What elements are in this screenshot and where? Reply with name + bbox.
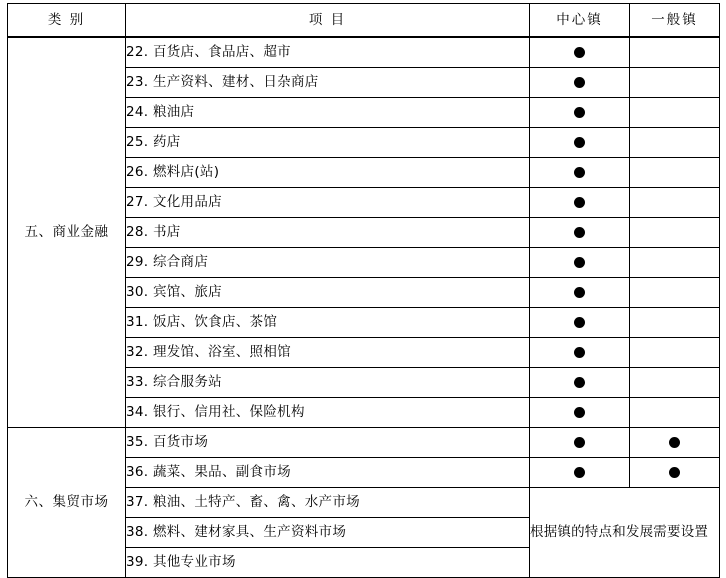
center-town-mark [530,188,630,218]
general-town-mark [630,98,720,128]
general-town-mark [630,308,720,338]
item-label: 28. 书店 [126,218,530,248]
item-label: 24. 粮油店 [126,98,530,128]
filled-dot-icon [669,437,680,448]
table-row [8,37,720,68]
table-header [8,4,720,38]
market-setup-note: 根据镇的特点和发展需要设置 [530,488,720,578]
filled-dot-icon [574,197,585,208]
general-town-mark [630,458,720,488]
item-label: 36. 蔬菜、果品、副食市场 [126,458,530,488]
item-label: 30. 宾馆、旅店 [126,278,530,308]
item-label: 27. 文化用品店 [126,188,530,218]
filled-dot-icon [574,437,585,448]
item-label: 37. 粮油、土特产、畜、禽、水产市场 [126,488,530,518]
item-label: 38. 燃料、建材家具、生产资料市场 [126,518,530,548]
filled-dot-icon [574,377,585,388]
item-label: 34. 银行、信用社、保险机构 [126,398,530,428]
facility-allocation-table [7,3,720,578]
item-label: 26. 燃料店(站) [126,158,530,188]
item-label: 23. 生产资料、建材、日杂商店 [126,68,530,98]
header-category: 类 别 [8,4,126,38]
general-town-mark [630,398,720,428]
table-row [8,428,720,458]
filled-dot-icon [574,167,585,178]
item-label: 32. 理发馆、浴室、照相馆 [126,338,530,368]
general-town-mark [630,368,720,398]
filled-dot-icon [574,347,585,358]
item-label: 39. 其他专业市场 [126,548,530,578]
center-town-mark [530,308,630,338]
item-label: 35. 百货市场 [126,428,530,458]
header-general-town: 一般镇 [630,4,720,38]
filled-dot-icon [574,287,585,298]
general-town-mark [630,188,720,218]
table-body [8,37,720,578]
item-label: 33. 综合服务站 [126,368,530,398]
filled-dot-icon [574,227,585,238]
center-town-mark [530,458,630,488]
filled-dot-icon [574,107,585,118]
general-town-mark [630,37,720,68]
general-town-mark [630,248,720,278]
center-town-mark [530,218,630,248]
header-item: 项 目 [126,4,530,38]
category-cell-commerce-finance: 五、商业金融 [8,37,126,428]
center-town-mark [530,128,630,158]
center-town-mark [530,338,630,368]
general-town-mark [630,128,720,158]
center-town-mark [530,398,630,428]
center-town-mark [530,248,630,278]
center-town-mark [530,368,630,398]
filled-dot-icon [574,47,585,58]
filled-dot-icon [574,467,585,478]
item-label: 25. 药店 [126,128,530,158]
filled-dot-icon [574,257,585,268]
center-town-mark [530,428,630,458]
general-town-mark [630,68,720,98]
item-label: 29. 综合商店 [126,248,530,278]
general-town-mark [630,338,720,368]
category-cell-market: 六、集贸市场 [8,428,126,578]
item-label: 22. 百货店、食品店、超市 [126,37,530,68]
filled-dot-icon [574,317,585,328]
general-town-mark [630,218,720,248]
center-town-mark [530,68,630,98]
filled-dot-icon [669,467,680,478]
filled-dot-icon [574,137,585,148]
filled-dot-icon [574,407,585,418]
general-town-mark [630,158,720,188]
general-town-mark [630,428,720,458]
center-town-mark [530,158,630,188]
center-town-mark [530,98,630,128]
center-town-mark [530,37,630,68]
center-town-mark [530,278,630,308]
header-center-town: 中心镇 [530,4,630,38]
document-page [0,3,726,571]
item-label: 31. 饭店、饮食店、茶馆 [126,308,530,338]
filled-dot-icon [574,77,585,88]
general-town-mark [630,278,720,308]
